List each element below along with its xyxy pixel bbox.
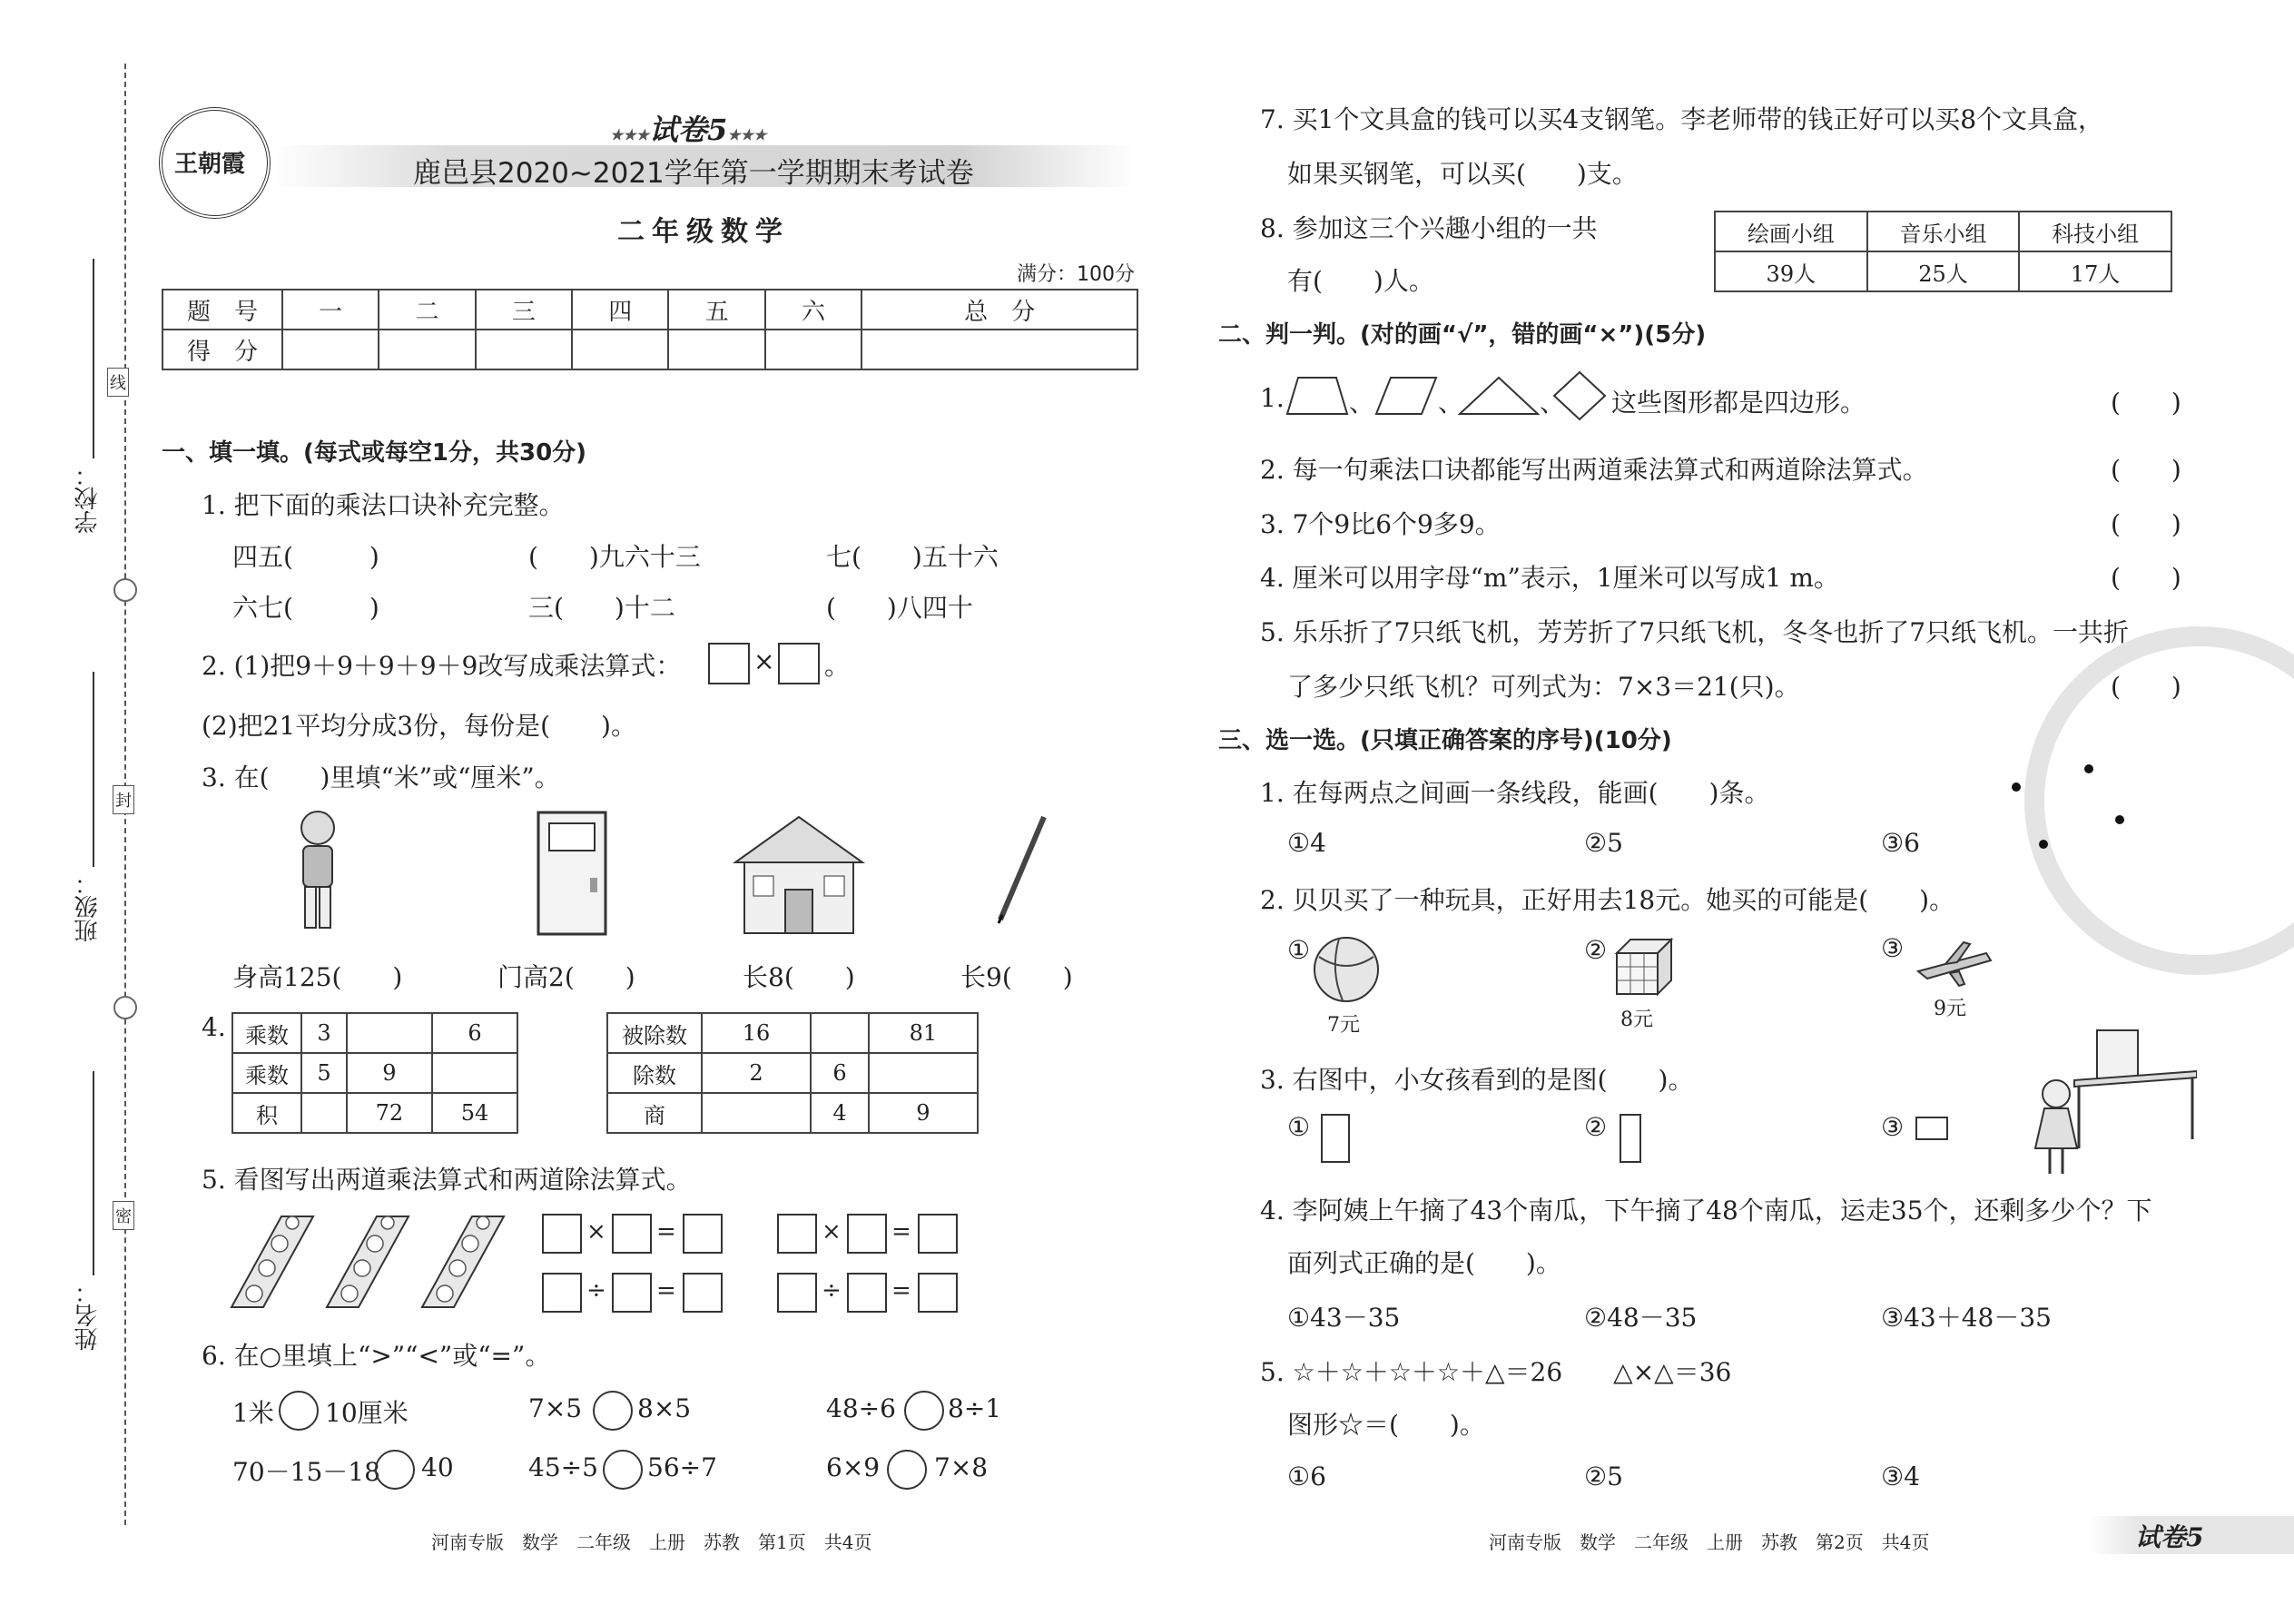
c5-text: 5. ☆＋☆＋☆＋☆＋△＝26 △×△＝36 [1260, 1357, 1732, 1387]
answer-paren[interactable]: ( ) [2111, 455, 2181, 485]
separator: 、 [1540, 388, 1566, 418]
answer-box[interactable] [778, 643, 820, 684]
q3-item: 身高125( ) [232, 962, 403, 992]
full-score: 满分：100分 [1017, 263, 1135, 286]
score-header: 二 [379, 290, 475, 330]
cell: 2 [702, 1053, 811, 1093]
blank-cell[interactable] [702, 1093, 811, 1133]
compare-circle[interactable] [904, 1391, 944, 1431]
cell: 16 [702, 1013, 811, 1053]
answer-paren[interactable]: ( ) [2111, 563, 2181, 593]
j4-text: 4. 厘米可以用字母“m”表示，1厘米可以写成1 m。 [1260, 563, 1839, 593]
group-header: 音乐小组 [1867, 212, 2020, 251]
c5-option[interactable]: ②5 [1584, 1462, 1623, 1491]
c1-option[interactable]: ②5 [1584, 828, 1623, 858]
c5-option[interactable]: ③4 [1881, 1462, 1920, 1491]
op-times: × [822, 1218, 842, 1245]
q7-text: 7. 买1个文具盒的钱可以买4支钢笔。李老师带的钱正好可以买8个文具盒， [1260, 104, 2104, 134]
row-label: 商 [607, 1093, 702, 1133]
answer-box[interactable] [918, 1273, 958, 1313]
answer-box[interactable] [777, 1273, 817, 1313]
cell: 4 [811, 1093, 869, 1133]
trapezoid-shape [1285, 374, 1349, 418]
compare-left: 45÷5 [528, 1452, 598, 1482]
exam-title: 鹿邑县2020~2021学年第一学期期末考试卷 [413, 157, 974, 190]
view-tall-rect [1321, 1114, 1350, 1163]
door-image [536, 810, 608, 937]
boy-image [290, 808, 345, 935]
interest-groups-table [1714, 211, 2172, 292]
mark-seal: 封 [113, 785, 134, 814]
period: 。 [824, 651, 851, 681]
q3-item: 长9( ) [960, 962, 1073, 992]
row-label: 乘数 [232, 1053, 301, 1093]
answer-box[interactable] [708, 643, 750, 684]
compare-left: 1米 [232, 1398, 274, 1428]
answer-box[interactable] [542, 1273, 582, 1313]
school-label: 学校： [74, 463, 102, 534]
j2-text: 2. 每一句乘法口诀都能写出两道乘法算式和两道除法算式。 [1260, 455, 1928, 485]
q1-item: 三( )十二 [528, 593, 675, 623]
cube-image [1612, 935, 1676, 999]
c3-mark[interactable]: ③ [1881, 1112, 1905, 1142]
house-image [726, 808, 871, 935]
times-sign: × [753, 646, 775, 676]
op-equals: = [656, 1277, 676, 1304]
c2-text: 2. 贝贝买了一种玩具，正好用去18元。她买的可能是( )。 [1260, 885, 1955, 915]
c2-mark: ② [1584, 935, 1608, 965]
j1-text: 这些图形都是四边形。 [1611, 388, 1866, 418]
q3-item: 门高2( ) [497, 962, 635, 992]
page-footer-left: 河南专版 数学 二年级 上册 苏教 第1页 共4页 [431, 1531, 872, 1553]
op-equals: = [656, 1218, 676, 1245]
compare-left: 6×9 [826, 1452, 881, 1482]
j3-text: 3. 7个9比6个9多9。 [1260, 509, 1501, 539]
compare-left: 48÷6 [826, 1393, 896, 1423]
op-equals: = [891, 1218, 911, 1245]
point-dot [2084, 764, 2093, 773]
q1-item: 四五( ) [232, 542, 379, 572]
answer-box[interactable] [612, 1273, 652, 1313]
blank-cell[interactable] [869, 1053, 978, 1093]
score-header: 六 [765, 290, 861, 330]
c2-mark: ① [1287, 935, 1311, 965]
cell: 6 [811, 1053, 869, 1093]
point-dot [2012, 782, 2021, 792]
answer-box[interactable] [683, 1273, 723, 1313]
c1-text: 1. 在每两点之间画一条线段，能画( )条。 [1260, 778, 1770, 808]
answer-paren[interactable]: ( ) [2111, 509, 2181, 539]
c1-option[interactable]: ①4 [1287, 828, 1326, 858]
view-narrow-rect [1620, 1114, 1641, 1163]
cell: 3 [301, 1013, 347, 1053]
score-header: 题 号 [162, 290, 282, 330]
c3-text: 3. 右图中，小女孩看到的是图( )。 [1260, 1065, 1694, 1095]
group-value: 39人 [1715, 251, 1867, 291]
star-icon: ★★★ [727, 126, 767, 143]
score-cell[interactable] [765, 330, 861, 369]
cell: 6 [432, 1013, 517, 1053]
c2-price: 8元 [1620, 1009, 1653, 1031]
compare-right: 8÷1 [948, 1393, 1002, 1423]
compare-right: 10厘米 [325, 1398, 409, 1428]
q8-text-cont: 有( )人。 [1287, 266, 1434, 296]
group-header: 绘画小组 [1715, 212, 1867, 251]
c3-mark[interactable]: ② [1584, 1112, 1608, 1142]
mark-line: 线 [107, 368, 129, 397]
c2-price: 7元 [1327, 1014, 1360, 1037]
score-header: 三 [476, 290, 572, 330]
score-cell[interactable] [379, 330, 475, 369]
q3-item: 长8( ) [743, 962, 855, 992]
compare-right: 8×5 [637, 1393, 692, 1423]
score-cell[interactable] [861, 330, 1137, 369]
c2-price: 9元 [1934, 998, 1966, 1020]
q7-text-cont: 如果买钢笔，可以买( )支。 [1287, 159, 1638, 189]
op-divide: ÷ [822, 1277, 842, 1304]
compare-right: 7×8 [934, 1452, 989, 1482]
score-header: 一 [282, 290, 379, 330]
answer-paren[interactable]: ( ) [2111, 388, 2181, 418]
paper-tag: 试卷5 [2135, 1522, 2204, 1552]
op-times: × [586, 1218, 606, 1245]
answer-box[interactable] [683, 1214, 723, 1254]
section3-title: 三、选一选。(只填正确答案的序号)(10分) [1218, 727, 1672, 754]
q2a-text: 2. (1)把9＋9＋9＋9＋9改写成乘法算式： [202, 651, 682, 681]
answer-box[interactable] [612, 1214, 652, 1254]
girl-table-image [2024, 1021, 2197, 1180]
answer-box[interactable] [847, 1273, 887, 1313]
smiley-icon [113, 578, 137, 602]
blank-cell[interactable] [432, 1053, 517, 1093]
multiplication-table [231, 1012, 518, 1134]
compare-circle[interactable] [603, 1450, 643, 1490]
c4-option[interactable]: ③43＋48－35 [1881, 1303, 2052, 1333]
c5-text-cont: 图形☆＝( )。 [1287, 1410, 1485, 1440]
group-value: 17人 [2019, 251, 2171, 291]
blank-cell[interactable] [811, 1013, 869, 1053]
section1-title: 一、填一填。(每式或每空1分，共30分) [162, 439, 587, 467]
c4-option[interactable]: ①43－35 [1287, 1303, 1401, 1333]
q5-text: 5. 看图写出两道乘法算式和两道除法算式。 [202, 1165, 692, 1195]
class-line[interactable] [93, 672, 94, 867]
c4-text-cont: 面列式正确的是( )。 [1287, 1248, 1561, 1278]
group-header: 科技小组 [2019, 212, 2171, 251]
j5-text: 5. 乐乐折了7只纸飞机，芳芳折了7只纸飞机，冬冬也折了7只纸飞机。一共折 [1260, 617, 2130, 647]
blank-cell[interactable] [301, 1093, 347, 1133]
smiley-icon [113, 996, 137, 1019]
score-row-label: 得 分 [162, 330, 282, 369]
separator: 、 [1438, 388, 1464, 418]
pencil-image [989, 812, 1053, 926]
star-icon: ★★★ [610, 126, 650, 143]
op-equals: = [891, 1277, 911, 1304]
section2-title: 二、判一判。(对的画“√”，错的画“×”)(5分) [1218, 321, 1707, 349]
score-cell[interactable] [668, 330, 764, 369]
diamond-shape [1552, 370, 1607, 421]
c2-mark: ③ [1881, 933, 1905, 963]
egg-cartons-image [227, 1212, 517, 1314]
c1-option[interactable]: ③6 [1881, 828, 1920, 858]
score-header: 五 [668, 290, 764, 330]
answer-box[interactable] [918, 1214, 958, 1254]
q1-item: 六七( ) [232, 593, 379, 623]
school-line[interactable] [93, 259, 94, 458]
cell: 81 [869, 1013, 978, 1053]
cell: 5 [301, 1053, 347, 1093]
name-line[interactable] [93, 1071, 94, 1275]
name-label: 姓名： [74, 1280, 102, 1351]
compare-circle[interactable] [593, 1391, 633, 1431]
toy-plane-image [1914, 935, 1995, 989]
score-cell[interactable] [476, 330, 572, 369]
q4-label: 4. [202, 1012, 226, 1042]
op-divide: ÷ [586, 1277, 606, 1304]
mark-close: 密 [113, 1201, 134, 1230]
row-label: 被除数 [607, 1013, 702, 1053]
q1-text: 1. 把下面的乘法口诀补充完整。 [202, 490, 565, 520]
series-title: ★★★试卷5★★★ [610, 113, 767, 147]
score-header: 四 [572, 290, 668, 330]
score-cell[interactable] [572, 330, 668, 369]
ball-image [1312, 935, 1381, 1004]
separator: 、 [1349, 388, 1375, 418]
parallelogram-shape [1374, 374, 1438, 418]
c4-option[interactable]: ②48－35 [1584, 1303, 1698, 1333]
q1-item: ( )八四十 [826, 593, 973, 623]
view-wide-rect [1915, 1117, 1948, 1140]
q3-text: 3. 在( )里填“米”或“厘米”。 [202, 763, 560, 792]
answer-box[interactable] [777, 1214, 817, 1254]
compare-right: 56÷7 [647, 1452, 717, 1482]
cell: 54 [432, 1093, 517, 1133]
compare-left: 70－15－18 [232, 1457, 380, 1487]
q6-text: 6. 在○里填上“>”“<”或“=”。 [202, 1341, 551, 1371]
j5-text-cont: 了多少只纸飞机？可列式为：7×3＝21(只)。 [1287, 672, 1800, 702]
j1-num: 1. [1260, 383, 1285, 413]
point-dot [2115, 815, 2124, 824]
compare-left: 7×5 [528, 1393, 583, 1423]
cell: 9 [869, 1093, 978, 1133]
q1-item: 七( )五十六 [826, 542, 999, 572]
answer-box[interactable] [542, 1214, 582, 1254]
cell: 72 [347, 1093, 432, 1133]
page-footer-right: 河南专版 数学 二年级 上册 苏教 第2页 共4页 [1489, 1531, 1930, 1553]
answer-paren[interactable]: ( ) [2111, 672, 2181, 702]
compare-circle[interactable] [375, 1450, 415, 1490]
compare-right: 40 [421, 1452, 454, 1482]
q2b-text: (2)把21平均分成3份，每份是( )。 [202, 711, 636, 741]
score-header: 总 分 [861, 290, 1137, 330]
score-cell[interactable] [282, 330, 379, 369]
score-table [162, 289, 1138, 370]
answer-box[interactable] [847, 1214, 887, 1254]
division-table [606, 1012, 979, 1134]
c5-option[interactable]: ①6 [1287, 1462, 1326, 1491]
logo-text: 王朝霞 [174, 151, 246, 178]
compare-circle[interactable] [279, 1391, 319, 1431]
row-label: 乘数 [232, 1013, 301, 1053]
c3-mark[interactable]: ① [1287, 1112, 1311, 1142]
blank-cell[interactable] [347, 1013, 432, 1053]
point-dot [2039, 840, 2048, 849]
q8-text: 8. 参加这三个兴趣小组的一共 [1260, 213, 1598, 243]
triangle-shape [1458, 374, 1540, 418]
compare-circle[interactable] [887, 1450, 927, 1490]
cell: 9 [347, 1053, 432, 1093]
row-label: 除数 [607, 1053, 702, 1093]
c4-text: 4. 李阿姨上午摘了43个南瓜，下午摘了48个南瓜，运走35个，还剩多少个？下 [1260, 1196, 2152, 1225]
row-label: 积 [232, 1093, 301, 1133]
class-label: 班级： [74, 871, 102, 942]
q1-item: ( )九六十三 [528, 542, 701, 572]
subject-title: 二年级数学 [617, 216, 790, 248]
group-value: 25人 [1867, 251, 2020, 291]
